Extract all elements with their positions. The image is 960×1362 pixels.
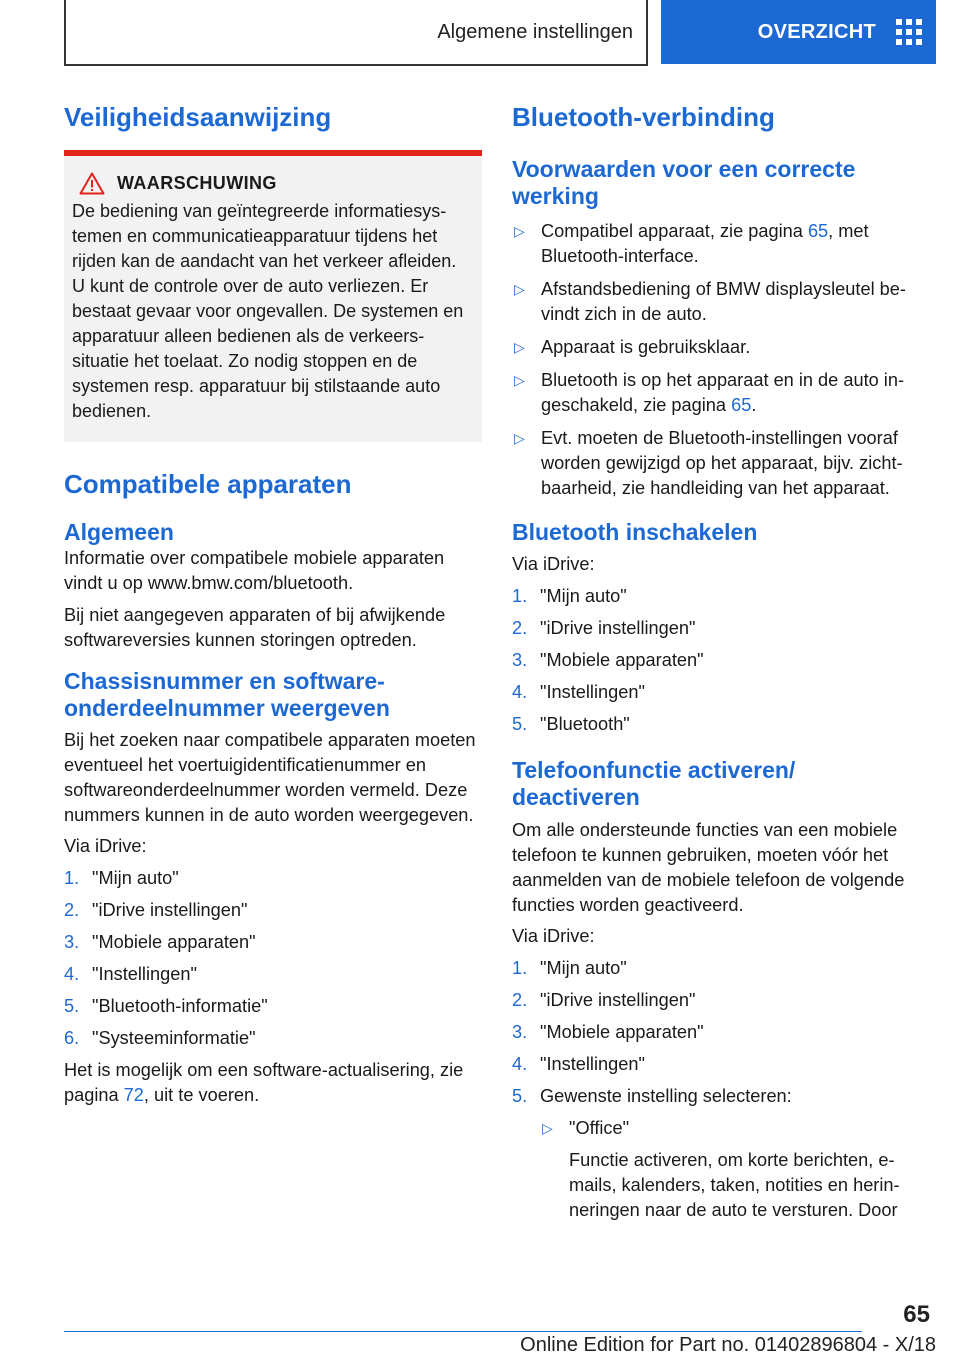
list-item: 2. "iDrive instellingen" — [64, 900, 248, 920]
list-item: ▷ Apparaat is gebruiksklaar. — [512, 335, 928, 360]
chassis-steps-list — [64, 866, 482, 1051]
list-item: 2. "iDrive instellingen" — [512, 618, 696, 638]
list-item: 5. "Bluetooth-informatie" — [64, 996, 268, 1016]
via-idrive-label: Via iDrive: — [512, 926, 595, 946]
triangle-bullet-icon: ▷ — [542, 1120, 553, 1136]
footer-divider — [64, 1331, 862, 1332]
triangle-bullet-icon: ▷ — [514, 339, 525, 355]
general-title: Algemeen — [64, 519, 174, 545]
warning-label: WAARSCHUWING — [117, 172, 277, 193]
list-item: 1. "Mijn auto" — [64, 868, 179, 888]
requirements-list — [512, 219, 928, 501]
phone-function-title: Telefoonfunctie activeren/ deactiveren — [512, 757, 796, 810]
list-item: 5. Gewenste instelling selecteren: — [512, 1086, 792, 1106]
chassis-paragraph: Bij het zoeken naar compatibele apparaten moeten eventueel het voertuigidentificatienummer en softwareonderdeelnummer worden vermeld. Deze nummers kunnen in de auto worden weergegeven. — [64, 730, 476, 825]
triangle-bullet-icon: ▷ — [514, 430, 525, 446]
page-link-72[interactable]: 72 — [123, 1085, 144, 1105]
header-section-title: Algemene instellingen — [437, 20, 633, 43]
list-item: 5. "Bluetooth" — [512, 714, 630, 734]
list-item: 4. "Instellingen" — [512, 682, 645, 702]
triangle-bullet-icon: ▷ — [514, 223, 525, 239]
update-paragraph: Het is mogelijk om een software-actualisering, zie pagina 72, uit te voeren. — [64, 1060, 464, 1105]
bluetooth-on-title: Bluetooth inschakelen — [512, 519, 758, 545]
office-label: "Office" — [569, 1118, 630, 1138]
header-section-tab — [64, 0, 648, 66]
left-column — [64, 100, 482, 1108]
list-item: 6. "Systeeminformatie" — [64, 1028, 256, 1048]
overview-label: OVERZICHT — [757, 20, 876, 43]
list-item: 1. "Mijn auto" — [512, 958, 627, 978]
requirements-title: Voorwaarden voor een correcte werking — [512, 156, 856, 209]
list-item: 1. "Mijn auto" — [512, 586, 627, 606]
via-idrive-label: Via iDrive: — [64, 836, 147, 856]
office-description: Functie activeren, om korte berichten, e-mails, kalenders, taken, notities en herinneringen naar de auto te versturen. Door — [569, 1150, 900, 1220]
general-paragraph-2: Bij niet aangegeven apparaten of bij afwijkende softwareversies kunnen storingen optreden. — [64, 605, 446, 650]
safety-title: Veiligheidsaanwijzing — [64, 102, 332, 132]
footer-edition: Online Edition for Part no. 01402896804 - X/18 — [520, 1334, 936, 1356]
warning-box — [64, 150, 482, 442]
list-item: 3. "Mobiele apparaten" — [512, 650, 704, 670]
triangle-bullet-icon: ▷ — [514, 281, 525, 297]
via-idrive-label: Via iDrive: — [512, 554, 595, 574]
page-link-65[interactable]: 65 — [731, 395, 752, 415]
warning-header — [79, 171, 474, 195]
phone-function-paragraph: Om alle ondersteunde functies van een mobiele telefoon te kunnen gebruiken, moeten vóór het aanmelden van de mobiele telefoon de volgende functies worden geactiveerd. — [512, 820, 905, 915]
compat-title: Compatibele apparaten — [64, 469, 352, 499]
phone-steps-list — [512, 956, 928, 1109]
right-column — [512, 100, 928, 1231]
list-item: 4. "Instellingen" — [512, 1054, 645, 1074]
list-item: 4. "Instellingen" — [64, 964, 197, 984]
triangle-bullet-icon: ▷ — [514, 372, 525, 388]
list-item: ▷ Compatibel apparaat, zie pagina 65, met Bluetooth-interface. — [512, 219, 928, 269]
page-link-65[interactable]: 65 — [807, 221, 829, 241]
list-item: ▷ Bluetooth is op het apparaat en in de auto ingeschakeld, zie pagina 65. — [512, 368, 928, 418]
list-item: ▷ Evt. moeten de Bluetooth-instellingen vooraf worden gewijzigd op het apparaat, bijv. zichtbaarheid, zie handleiding van het apparaat. — [512, 426, 928, 501]
warning-triangle-icon — [79, 172, 105, 195]
list-item: ▷ Afstandsbediening of BMW displaysleutel bevindt zich in de auto. — [512, 277, 928, 327]
office-sublist — [540, 1116, 928, 1223]
list-item: 2. "iDrive instellingen" — [512, 990, 696, 1010]
chassis-title: Chassisnummer en softwareonderdeelnummer weergeven — [64, 668, 390, 721]
list-item: 3. "Mobiele apparaten" — [64, 932, 256, 952]
page-number: 65 — [903, 1301, 930, 1328]
warning-text: De bediening van geïntegreerde informatiesystemen en communicatieapparatuur tijdens het rijden kan de aandacht van het verkeer afleiden. U kunt de controle over de auto verliezen. Er bestaat gevaar voor ongevallen. De systemen en apparatuur alleen bedienen als de verkeerssituatie het toelaat. Zo nodig stoppen en de systemen resp. apparatuur bij stilstaande auto bedienen. — [72, 201, 464, 421]
bluetooth-title: Bluetooth-verbinding — [512, 102, 775, 132]
grid-icon — [896, 19, 922, 45]
overview-button[interactable] — [661, 0, 936, 64]
bluetooth-steps-list — [512, 584, 928, 737]
general-paragraph-1: Informatie over compatibele mobiele apparaten vindt u op www.bmw.com/bluetooth. — [64, 548, 445, 593]
list-item — [540, 1116, 928, 1223]
list-item: 3. "Mobiele apparaten" — [512, 1022, 704, 1042]
